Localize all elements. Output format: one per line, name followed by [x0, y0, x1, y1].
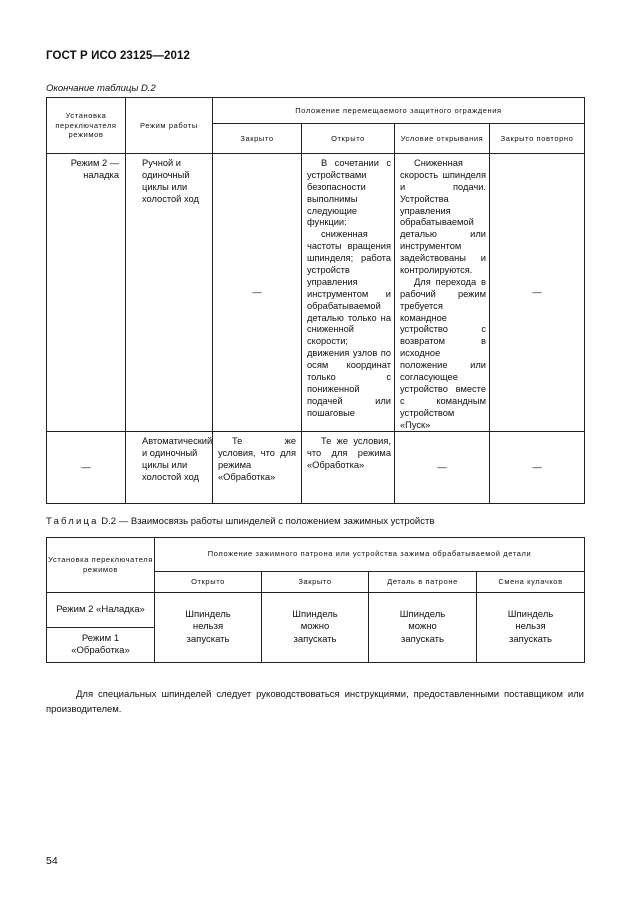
row1-reclosed: — — [490, 154, 585, 432]
row1-selector-2: Режим 2 «Наладка» — [47, 593, 155, 628]
header-clamp-closed: Закрыто — [262, 572, 369, 593]
row1-open-text-1: В сочетании с устройствами безопасности выполнимы следующие функции: — [307, 158, 391, 228]
row2-selector: — — [47, 432, 126, 504]
row2-open: Те же условия, что для режима «Обработка» — [302, 432, 395, 504]
table-row — [47, 432, 585, 504]
row2-closed: Те же условия, что для режима «Обработка» — [213, 432, 302, 504]
val-jaw-change: Шпиндель нельзя запускать — [477, 593, 585, 663]
row1-open-condition — [395, 154, 490, 432]
row2-reclosed: — — [490, 432, 585, 504]
header-jaw-change: Смена кулачков — [477, 572, 585, 593]
table-continuation-caption: Окончание таблицы D.2 — [46, 83, 156, 94]
header-clamp-position: Положение зажимного патрона или устройства зажима обрабатываемой детали — [155, 538, 585, 572]
row2-open-condition: — — [395, 432, 490, 504]
header-open-condition: Условие открывания — [395, 124, 490, 154]
row1-open-text-2: сниженная частоты вращения шпинделя; работа устройств управления инструментом и обрабатываемой деталью только на сниженной скорости; движения узлов по осям координат только с пониженной подачей или пошаговые — [307, 229, 391, 418]
table-row — [47, 593, 585, 628]
header-closed: Закрыто — [213, 124, 302, 154]
table2-caption-text: D.2 — Взаимосвязь работы шпинделей с положением зажимных устройств — [101, 516, 435, 527]
row1-condition-text-1: Сниженная скорость шпинделя и подачи. Устройства управления обрабатываемой деталью или инструментом задействованы и контролируются. — [400, 158, 486, 276]
row2-selector-2: Режим 1 «Обработка» — [47, 628, 155, 663]
val-closed: Шпиндель можно запускать — [262, 593, 369, 663]
header-mode-selector: Установка переключателя режимов — [47, 98, 126, 154]
row1-open — [302, 154, 395, 432]
row1-selector: Режим 2 — наладка — [47, 154, 126, 432]
row2-mode: Автоматический и одиночный циклы или холостой ход — [126, 432, 213, 504]
header-mode-selector-2: Установка переключателя режимов — [47, 538, 155, 593]
header-reclosed: Закрыто повторно — [490, 124, 585, 154]
header-guard-position: Положение перемещаемого защитного ограждения — [213, 98, 585, 124]
row1-closed: — — [213, 154, 302, 432]
page-number: 54 — [46, 855, 58, 867]
note-paragraph: Для специальных шпинделей следует руководствоваться инструкциями, предоставленными поставщиком или производителем. — [46, 689, 584, 716]
table2-caption — [46, 516, 434, 527]
table-row — [47, 154, 585, 432]
val-open: Шпиндель нельзя запускать — [155, 593, 262, 663]
val-part-in-chuck: Шпиндель можно запускать — [369, 593, 477, 663]
footnote-text — [46, 687, 584, 717]
header-part-in-chuck: Деталь в патроне — [369, 572, 477, 593]
table2-caption-label: Таблица — [46, 516, 99, 527]
document-title: ГОСТ Р ИСО 23125—2012 — [46, 50, 191, 62]
guard-position-table — [46, 97, 585, 504]
header-open: Открыто — [302, 124, 395, 154]
row1-mode: Ручной и одиночный циклы или холостой ход — [126, 154, 213, 432]
header-clamp-open: Открыто — [155, 572, 262, 593]
row1-condition-text-2: Для перехода в рабочий режим требуется командное устройство с возвратом в исходное положение или согласующее устройство вместе с командным устройством «Пуск» — [400, 276, 486, 430]
clamping-device-table — [46, 537, 585, 663]
header-operating-mode: Режим работы — [126, 98, 213, 154]
